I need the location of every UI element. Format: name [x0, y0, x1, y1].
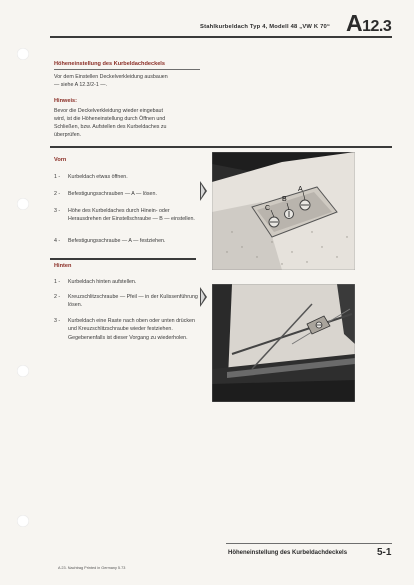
front-step: 4 - Befestigungsschraube — A — festziehen. — [54, 238, 166, 244]
page-code: A12.3 — [346, 10, 392, 36]
front-photo — [212, 152, 355, 270]
print-line: A 23. Nachtrag Printed in Germany 5.73 — [58, 566, 126, 570]
section-heading: Höheneinstellung des Kurbeldachdeckels — [54, 61, 165, 67]
hint-line: Bevor die Deckelverkleidung wieder eingebaut — [54, 108, 163, 114]
header-rule — [50, 36, 392, 38]
rear-heading: Hinten — [54, 263, 72, 269]
front-step: 3 - Höhe des Kurbeldaches durch Hinein- oder Herausdrehen der Einstellschraube — B — einstellen. — [54, 208, 195, 223]
front-heading: Vorn — [54, 157, 67, 163]
front-step: 2 - Befestigungsschrauben — A — lösen. — [54, 191, 157, 197]
heading-rule — [54, 69, 200, 70]
punch-hole — [17, 515, 29, 527]
pointer-arrow — [200, 181, 207, 201]
header-title: Stahlkurbeldach Typ 4, Modell 48 „VW K 70“ — [200, 24, 331, 30]
rear-step: 1 - Kurbeldach hinten aufstellen. — [54, 279, 137, 285]
photo-label-b: B — [282, 196, 287, 203]
intro-line: — siehe A 12.3/2-1 —. — [54, 82, 107, 88]
hint-line: überprüfen. — [54, 132, 82, 138]
hint-heading: Hinweis: — [54, 98, 78, 104]
intro-line: Vor dem Einstellen Deckelverkleidung ausbauen — [54, 74, 168, 80]
footer-rule — [226, 543, 392, 544]
section-rule — [50, 258, 196, 260]
rear-photo — [212, 284, 355, 402]
photo-label-c: C — [265, 205, 271, 212]
section-rule — [50, 146, 392, 148]
punch-hole — [17, 198, 29, 210]
front-step: 1 - Kurbeldach etwas öffnen. — [54, 174, 128, 180]
hint-line: Schließen, bzw. Aufstellen des Kurbeldaches zu — [54, 124, 167, 130]
footer-page-number: 5-1 — [377, 547, 392, 558]
photo-label-a: A — [298, 186, 303, 193]
rear-step: 3 - Kurbeldach eine Raste nach oben oder unten drücken und Kreuzschlitzschraube wieder festziehen. Gegebenenfalls ist dieser Vorgang zu wiederholen. — [54, 318, 195, 341]
pointer-arrow — [200, 287, 207, 307]
rear-step: 2 - Kreuzschlitzschraube — Pfeil — in der Kulissenführung lösen. — [54, 294, 198, 309]
punch-hole — [17, 48, 29, 60]
punch-hole — [17, 365, 29, 377]
hint-line: wird, ist die Höheneinstellung durch Öffnen und — [54, 116, 166, 122]
footer-title: Höheneinstellung des Kurbeldachdeckels — [228, 550, 348, 556]
